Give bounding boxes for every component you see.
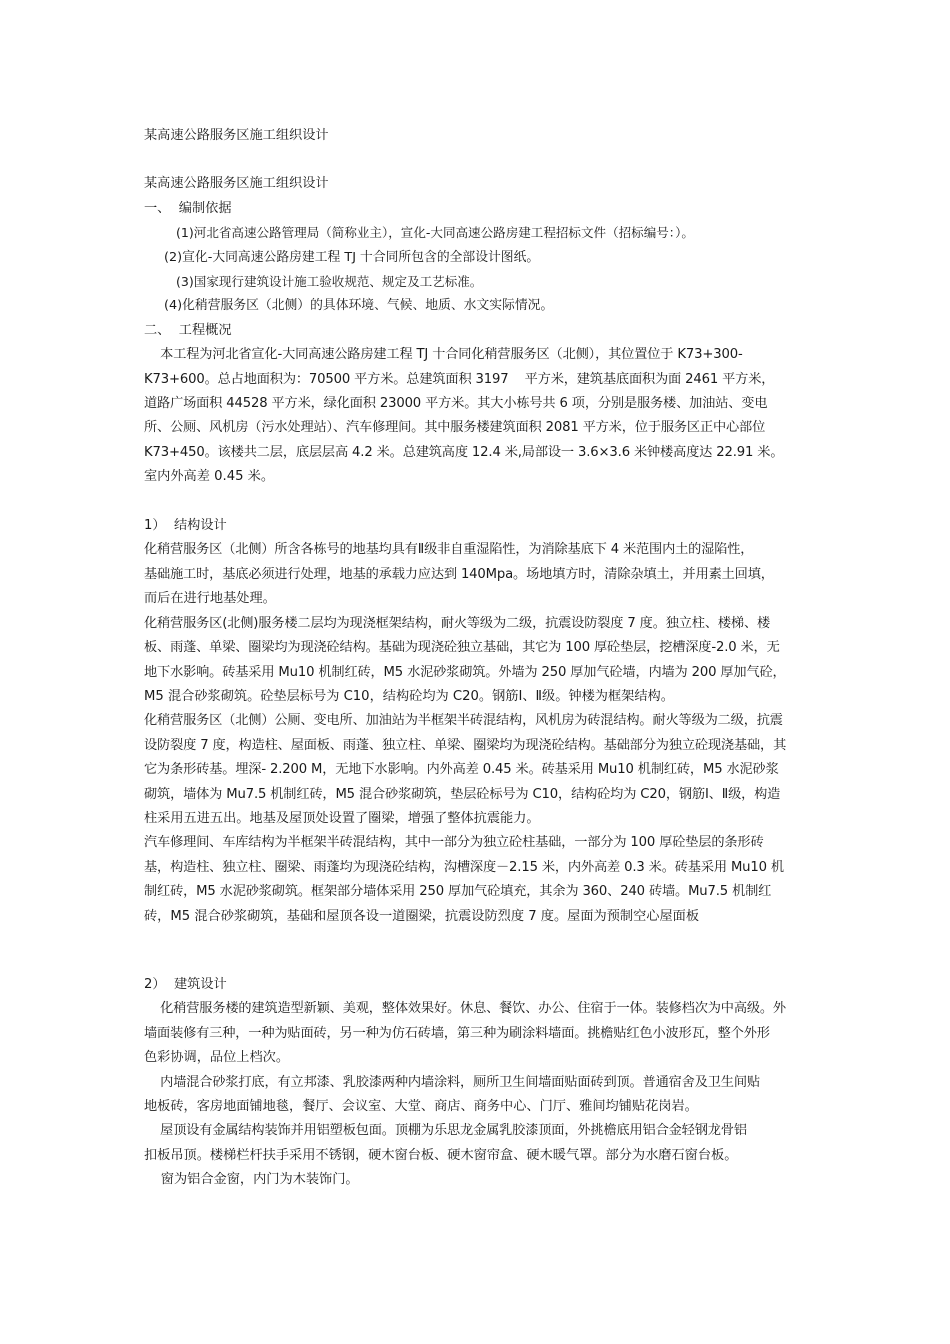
overview-line: 道路广场面积 44528 平方米，绿化面积 23000 平方米。其大小栋号共 6 项，分别是服务楼、加油站、变电 xyxy=(144,396,768,412)
basis-item-3: (3)国家现行建筑设计施工验收规范、规定及工艺标准。 xyxy=(176,274,483,290)
architecture-paragraph-3 xyxy=(144,1119,812,1168)
structure-line: 而后在进行地基处理。 xyxy=(144,591,276,607)
structure-paragraph-2 xyxy=(144,612,812,710)
basis-item-4: (4)化稍营服务区（北侧）的具体环境、气候、地质、水文实际情况。 xyxy=(164,298,554,314)
architecture-line: 扣板吊顶。楼梯栏杆扶手采用不锈钢，硬木窗台板、硬木窗帘盒、硬木暖气罩。部分为水磨石窗台板。 xyxy=(144,1147,738,1163)
section-heading-overview: 二、 工程概况 xyxy=(144,322,232,338)
spacer xyxy=(144,490,812,514)
structure-line: 制红砖，M5 水泥砂浆砌筑。框架部分墙体采用 250 厚加气砼填充，其余为 360、240 砖墙。Mu7.5 机制红 xyxy=(144,884,772,900)
structure-line: 设防裂度 7 度，构造柱、屋面板、雨蓬、独立柱、单梁、圈梁均为现浇砼结构。基础部分为独立砼现浇基础，其 xyxy=(144,737,787,753)
structure-paragraph-3 xyxy=(144,709,812,831)
overview-line: 所、公厕、风机房（污水处理站）、汽车修理间。其中服务楼建筑面积 2081 平方米，位于服务区正中心部位 xyxy=(144,420,766,436)
structure-line: 砖，M5 混合砂浆砌筑，基础和屋顶各设一道圈梁，抗震设防烈度 7 度。屋面为预制空心屋面板 xyxy=(144,908,700,924)
architecture-line: 地板砖，客房地面铺地毯，餐厅、会议室、大堂、商店、商务中心、门厅、雅间均铺贴花岗岩。 xyxy=(144,1099,698,1115)
architecture-line: 化稍营服务楼的建筑造型新颖、美观，整体效果好。休息、餐饮、办公、住宿于一体。装修档次为中高级。外 xyxy=(144,1001,786,1017)
document-title: 某高速公路服务区施工组织设计 xyxy=(144,128,329,143)
structure-line: 化稍营服务区（北侧）所含各栋号的地基均具有Ⅱ级非自重湿陷性，为消除基底下 4 米范围内土的湿陷性， xyxy=(144,542,754,558)
overview-line: 室内外高差 0.45 米。 xyxy=(144,469,275,485)
section-heading-architecture: 2） 建筑设计 xyxy=(144,976,227,992)
structure-line: 柱采用五进五出。地基及屋顶处设置了圈梁，增强了整体抗震能力。 xyxy=(144,810,540,826)
structure-line: 砌筑，墙体为 Mu7.5 机制红砖，M5 混合砂浆砌筑，垫层砼标号为 C10，结构砼均为 C20，钢筋Ⅰ、Ⅱ级，构造 xyxy=(144,786,781,802)
structure-line: 地下水影响。砖基采用 Mu10 机制红砖，M5 水泥砂浆砌筑。外墙为 250 厚加气砼墙，内墙为 200 厚加气砼， xyxy=(144,664,786,680)
structure-line: 板、雨蓬、单梁、圈梁均为现浇砼结构。基础为现浇砼独立基础，其它为 100 厚砼垫层，挖槽深度-2.0 米，无 xyxy=(144,640,780,656)
architecture-line: 窗为铝合金窗，内门为木装饰门。 xyxy=(144,1172,359,1188)
basis-item-2: (2)宣化-大同高速公路房建工程 TJ 十合同所包含的全部设计图纸。 xyxy=(164,249,540,265)
structure-line: 化稍营服务区(北侧)服务楼二层均为现浇框架结构，耐火等级为二级，抗震设防裂度 7 度。独立柱、楼梯、楼 xyxy=(144,615,771,631)
structure-line: 汽车修理间、车库结构为半框架半砖混结构，其中一部分为独立砼柱基础，一部分为 100 厚砼垫层的条形砖 xyxy=(144,835,764,851)
architecture-paragraph-2 xyxy=(144,1071,812,1120)
overview-line: K73+600。总占地面积为：70500 平方米。总建筑面积 3197 平方米，建筑基底面积为面 2461 平方米， xyxy=(144,371,775,387)
architecture-line: 内墙混合砂浆打底，有立邦漆、乳胶漆两种内墙涂料，厕所卫生间墙面贴面砖到顶。普通宿舍及卫生间贴 xyxy=(144,1074,760,1090)
structure-paragraph-1 xyxy=(144,538,812,611)
architecture-line: 墙面装修有三种，一种为贴面砖，另一种为仿石砖墙，第三种为刷涂料墙面。挑檐贴红色小波形瓦，整个外形 xyxy=(144,1025,770,1041)
architecture-paragraph-1 xyxy=(144,997,812,1070)
structure-line: 基，构造柱、独立柱、圈梁、雨蓬均为现浇砼结构，沟槽深度－2.15 米，内外高差 0.3 米。砖基采用 Mu10 机 xyxy=(144,859,784,875)
structure-line: 化稍营服务区（北侧）公厕、变电所、加油站为半框架半砖混结构，风机房为砖混结构。耐火等级为二级，抗震 xyxy=(144,713,783,729)
overview-line: 本工程为河北省宣化-大同高速公路房建工程 TJ 十合同化稍营服务区（北侧），其位置位于 K73+300- xyxy=(144,347,743,363)
architecture-paragraph-4 xyxy=(144,1168,812,1192)
section-heading-basis: 一、 编制依据 xyxy=(144,200,232,216)
overview-paragraph xyxy=(144,343,812,489)
section-heading-structure: 1） 结构设计 xyxy=(144,518,227,534)
document-page xyxy=(144,124,812,1193)
basis-item-1: (1)河北省高速公路管理局（简称业主），宣化-大同高速公路房建工程招标文件（招标编号：）。 xyxy=(176,225,694,241)
architecture-line: 屋顶设有金属结构装饰并用铝塑板包面。顶棚为乐思龙金属乳胶漆顶面，外挑檐底用铝合金轻钢龙骨铝 xyxy=(144,1123,747,1139)
structure-line: M5 混合砂浆砌筑。砼垫层标号为 C10，结构砼均为 C20。钢筋Ⅰ、Ⅱ级。钟楼为框架结构。 xyxy=(144,688,674,704)
structure-line: 基础施工时，基底必须进行处理，地基的承载力应达到 140Mpa。场地填方时，清除杂填土，并用素土回填， xyxy=(144,566,774,582)
structure-paragraph-4 xyxy=(144,831,812,929)
document-subtitle: 某高速公路服务区施工组织设计 xyxy=(144,176,329,192)
architecture-line: 色彩协调，品位上档次。 xyxy=(144,1050,290,1066)
spacer xyxy=(144,929,812,973)
overview-line: K73+450。该楼共二层，底层层高 4.2 米。总建筑高度 12.4 米,局部设一 3.6×3.6 米钟楼高度达 22.91 米。 xyxy=(144,444,784,460)
structure-line: 它为条形砖基。埋深- 2.200 M，无地下水影响。内外高差 0.45 米。砖基采用 Mu10 机制红砖，M5 水泥砂浆 xyxy=(144,762,779,778)
